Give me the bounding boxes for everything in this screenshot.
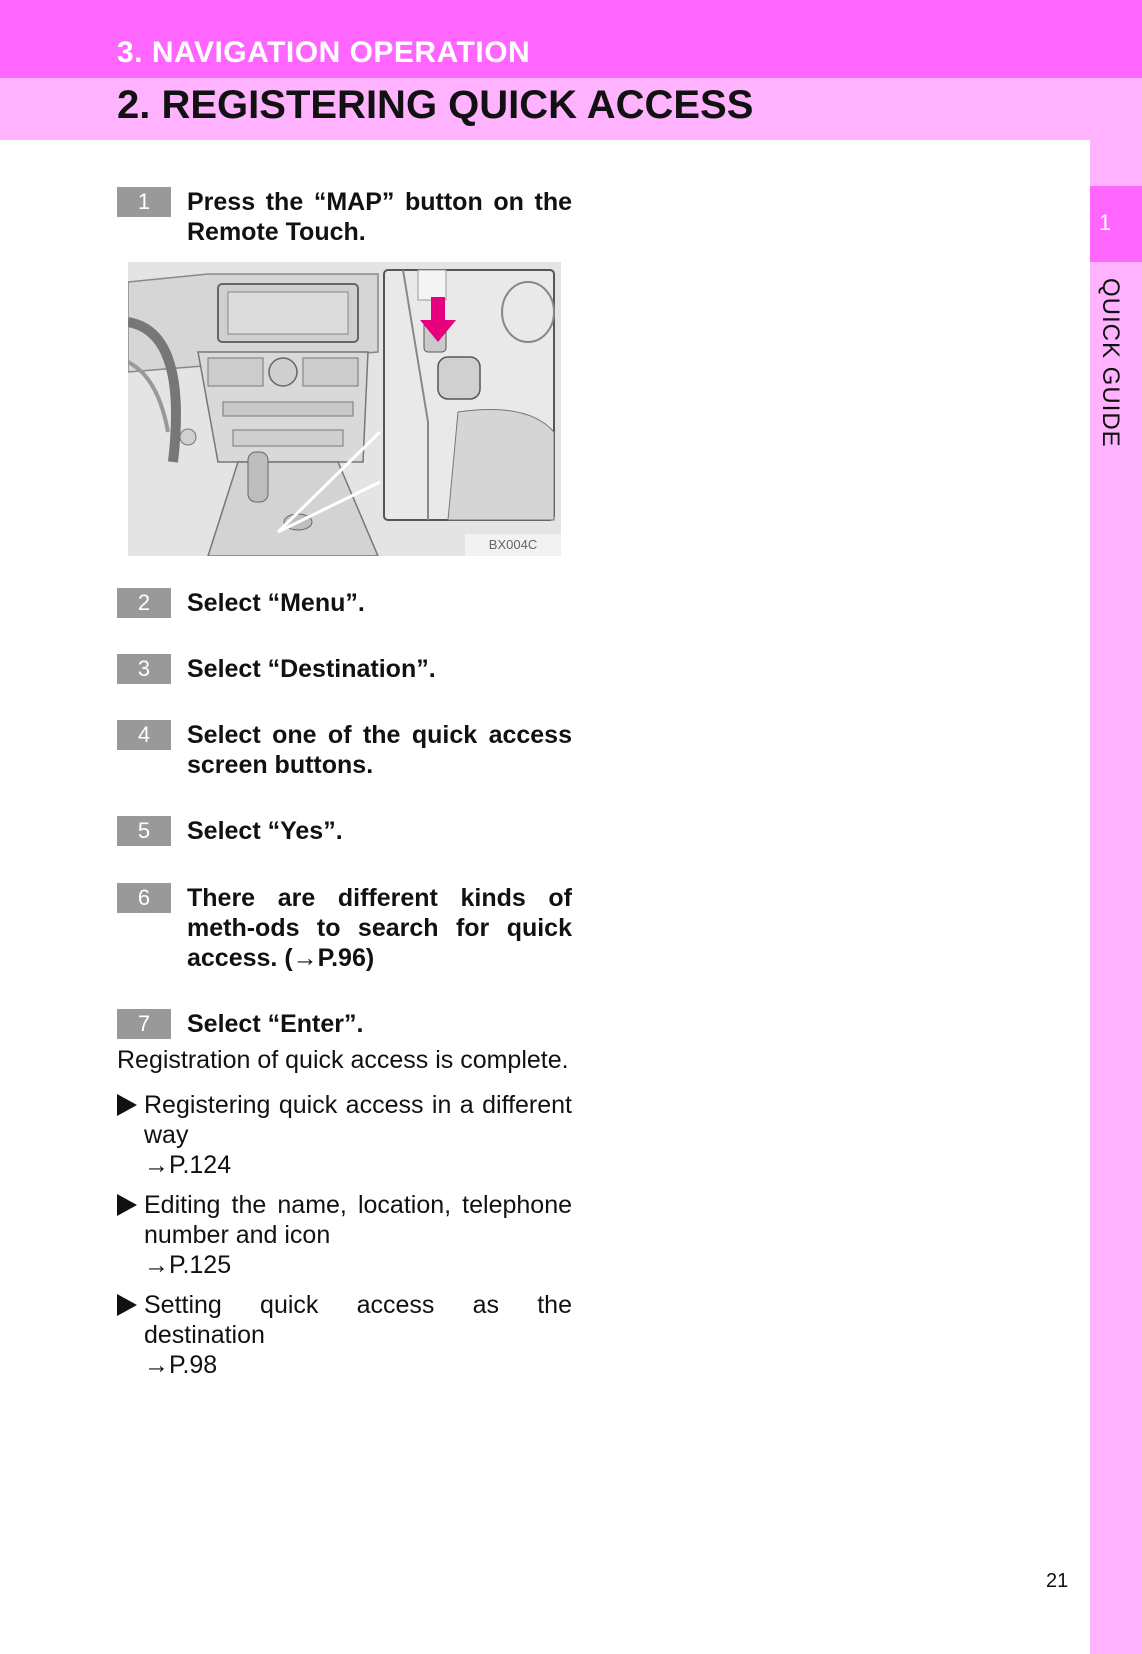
step-number-badge: 1 [117,187,171,217]
step-3 [117,654,572,684]
bullet-text: Editing the name, location, telephone number and icon [144,1191,572,1249]
side-tab-label: QUICK GUIDE [1097,278,1124,448]
page-reference-link[interactable]: →P.125 [144,1251,232,1279]
step-number-badge: 5 [117,816,171,846]
step-text: Select “Enter”. [187,1010,364,1038]
step-number-badge: 3 [117,654,171,684]
bullet-item [117,1190,572,1280]
page-reference-link[interactable]: →P.124 [144,1151,232,1179]
step-5 [117,816,572,846]
section-title: 3. NAVIGATION OPERATION [117,36,531,69]
bullet-item [117,1290,572,1380]
bullet-text: Registering quick access in a different way [144,1091,572,1149]
step-text: Select “Menu”. [187,589,365,617]
completion-note: Registration of quick access is complete. [117,1046,569,1074]
page-reference-link[interactable]: →P.98 [144,1351,218,1379]
step-4 [117,720,572,780]
triangle-bullet-icon [117,1294,137,1316]
step-number-badge: 4 [117,720,171,750]
step-text: Select “Destination”. [187,655,436,683]
bullet-text: Setting quick access as the destination [144,1291,572,1349]
dashboard-drawing [128,262,561,556]
step-6 [117,883,572,973]
step-text: Select one of the quick access screen buttons. [187,721,572,779]
step-number-badge: 7 [117,1009,171,1039]
figure-code: BX004C [465,534,561,556]
step-7 [117,1009,572,1039]
step-number-badge: 2 [117,588,171,618]
side-tab-number: 1 [1098,210,1112,235]
step-1 [117,187,572,247]
step-number-badge: 6 [117,883,171,913]
step-text: Select “Yes”. [187,817,343,845]
triangle-bullet-icon [117,1094,137,1116]
page-title: 2. REGISTERING QUICK ACCESS [117,83,754,127]
step-2 [117,588,572,618]
remote-touch-illustration [128,262,561,556]
step-text: There are different kinds of meth-ods to search for quick access. (→P.96) [187,884,572,972]
page-number: 21 [1046,1570,1069,1592]
bullet-item [117,1090,572,1180]
triangle-bullet-icon [117,1194,137,1216]
step-text: Press the “MAP” button on the Remote Touch. [187,188,572,246]
